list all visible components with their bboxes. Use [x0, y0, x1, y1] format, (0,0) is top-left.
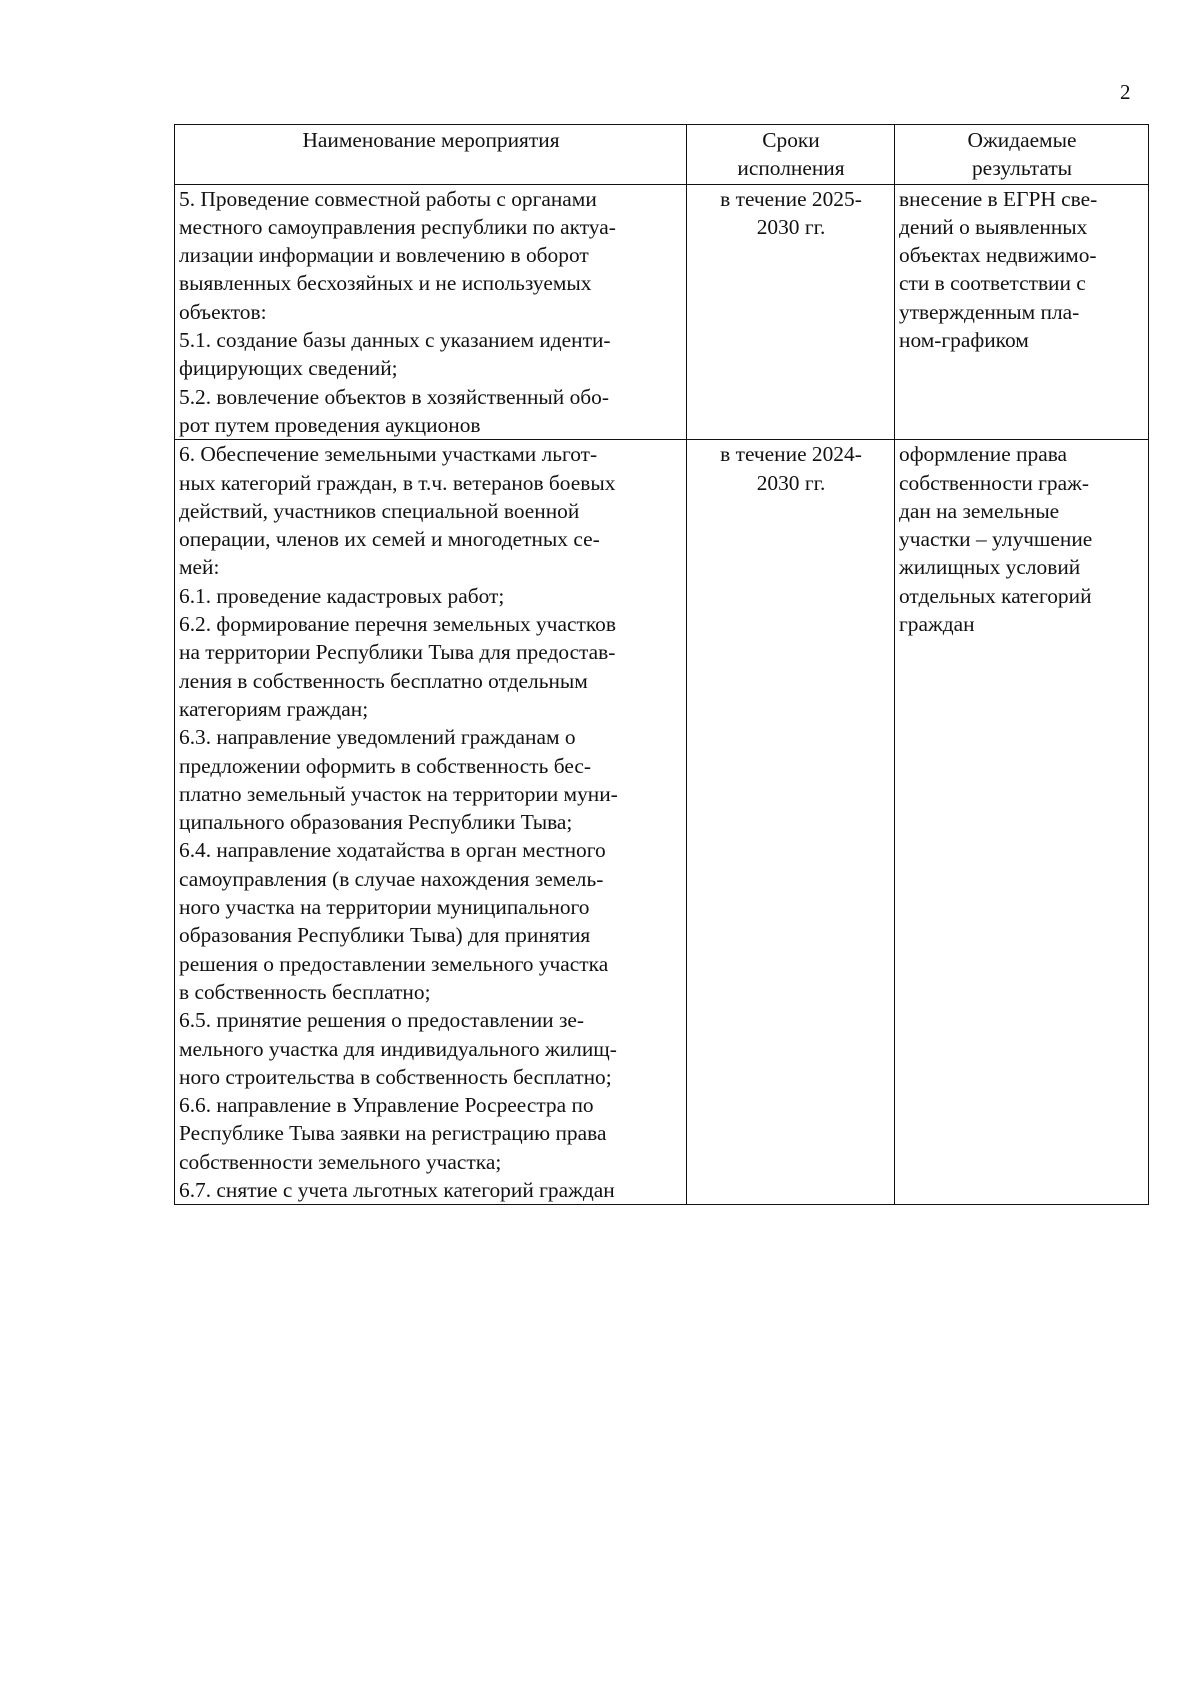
header-deadline-line: Сроки [762, 128, 820, 152]
cell-result-line: граждан [899, 612, 975, 637]
table-row [175, 184, 1149, 440]
cell-result-line: жилищных условий [899, 555, 1081, 580]
cell-activity-line: образования Республики Тыва) для принятия [179, 923, 591, 948]
cell-activity-line: 6.7. снятие с учета льготных категорий граждан [179, 1177, 615, 1202]
header-result-line: Ожидаемые [967, 128, 1077, 152]
cell-result-line: сти в соответствии с [899, 271, 1086, 296]
cell-deadline [687, 440, 895, 1205]
header-result-line: результаты [971, 156, 1073, 181]
cell-activity-line: предложении оформить в собственность бес- [179, 753, 591, 778]
cell-activity-line: собственности земельного участка; [179, 1149, 502, 1174]
cell-result-line: объектах недвижимо- [899, 243, 1097, 268]
header-activity-line: Наименование мероприятия [302, 128, 560, 152]
cell-activity-line: мей: [179, 555, 220, 580]
page-number: 2 [1120, 80, 1131, 104]
cell-activity-line: лизации информации и вовлечению в оборот [179, 243, 589, 268]
cell-result-line: отдельных категорий [899, 583, 1092, 608]
activities-table [174, 124, 1149, 1205]
cell-activity-line: самоуправления (в случае нахождения земель- [179, 866, 604, 891]
cell-activity-line: 5.1. создание базы данных с указанием иденти- [179, 328, 611, 353]
cell-activity-line: ципального образования Республики Тыва; [179, 810, 573, 835]
cell-activity-line: 6.4. направление ходатайства в орган местного [179, 838, 606, 863]
cell-activity-line: ного строительства в собственность бесплатно; [179, 1064, 612, 1089]
cell-deadline [687, 184, 895, 440]
cell-result-line: утвержденным пла- [899, 299, 1080, 324]
cell-deadline-line: в течение 2025- [720, 186, 862, 211]
cell-activity-line: фицирующих сведений; [179, 356, 398, 381]
cell-result-line: оформление права [899, 442, 1068, 467]
cell-activity-line: действий, участников специальной военной [179, 498, 580, 523]
cell-activity-line: местного самоуправления республики по актуа- [179, 214, 616, 239]
cell-result-line: внесение в ЕГРН све- [899, 186, 1098, 211]
header-activity [175, 125, 687, 185]
header-result [895, 125, 1149, 185]
cell-activity-line: ных категорий граждан, в т.ч. ветеранов боевых [179, 470, 616, 495]
cell-result-line: ном-графиком [899, 328, 1029, 353]
cell-activity-line: 5.2. вовлечение объектов в хозяйственный обо- [179, 384, 609, 409]
cell-activity-line: в собственность бесплатно; [179, 979, 431, 1004]
cell-activity [175, 440, 687, 1205]
table-body [175, 184, 1149, 1205]
cell-result-line: дений о выявленных [899, 214, 1088, 239]
cell-activity-line: 6.1. проведение кадастровых работ; [179, 583, 505, 608]
cell-activity-line: 6.2. формирование перечня земельных участков [179, 612, 616, 637]
cell-activity-line: операции, членов их семей и многодетных се- [179, 527, 600, 552]
cell-deadline-line: в течение 2024- [720, 442, 862, 467]
cell-deadline-line: 2030 гг. [756, 214, 826, 239]
cell-activity-line: 5. Проведение совместной работы с органами [179, 186, 597, 211]
cell-activity-line: ного участка на территории муниципального [179, 895, 590, 920]
header-deadline-line: исполнения [737, 156, 845, 181]
cell-activity-line: 6.5. принятие решения о предоставлении зе- [179, 1008, 585, 1033]
cell-activity-line: решения о предоставлении земельного участка [179, 951, 609, 976]
cell-activity-line: на территории Республики Тыва для предостав- [179, 640, 616, 665]
cell-activity-line: 6. Обеспечение земельными участками льгот- [179, 442, 598, 467]
cell-activity-line: выявленных бесхозяйных и не используемых [179, 271, 592, 296]
cell-activity-line: 6.6. направление в Управление Росреестра по [179, 1093, 594, 1118]
cell-activity [175, 184, 687, 440]
table-row [175, 440, 1149, 1205]
cell-activity-line: объектов: [179, 299, 267, 324]
cell-result-line: участки – улучшение [899, 527, 1093, 552]
table-header [175, 125, 1149, 185]
cell-activity-line: категориям граждан; [179, 696, 369, 721]
cell-activity-line: 6.3. направление уведомлений гражданам о [179, 725, 576, 750]
cell-deadline-line: 2030 гг. [756, 470, 826, 495]
cell-result-line: собственности граж- [899, 470, 1090, 495]
cell-activity-line: платно земельный участок на территории муни- [179, 781, 618, 806]
cell-activity-line: ления в собственность бесплатно отдельным [179, 668, 588, 693]
cell-activity-line: рот путем проведения аукционов [179, 412, 481, 437]
header-row [175, 125, 1149, 185]
cell-result-line: дан на земельные [899, 498, 1060, 523]
header-deadline [687, 125, 895, 185]
cell-activity-line: Республике Тыва заявки на регистрацию права [179, 1121, 607, 1146]
cell-result [895, 440, 1149, 1205]
cell-activity-line: мельного участка для индивидуального жилищ- [179, 1036, 617, 1061]
cell-result [895, 184, 1149, 440]
